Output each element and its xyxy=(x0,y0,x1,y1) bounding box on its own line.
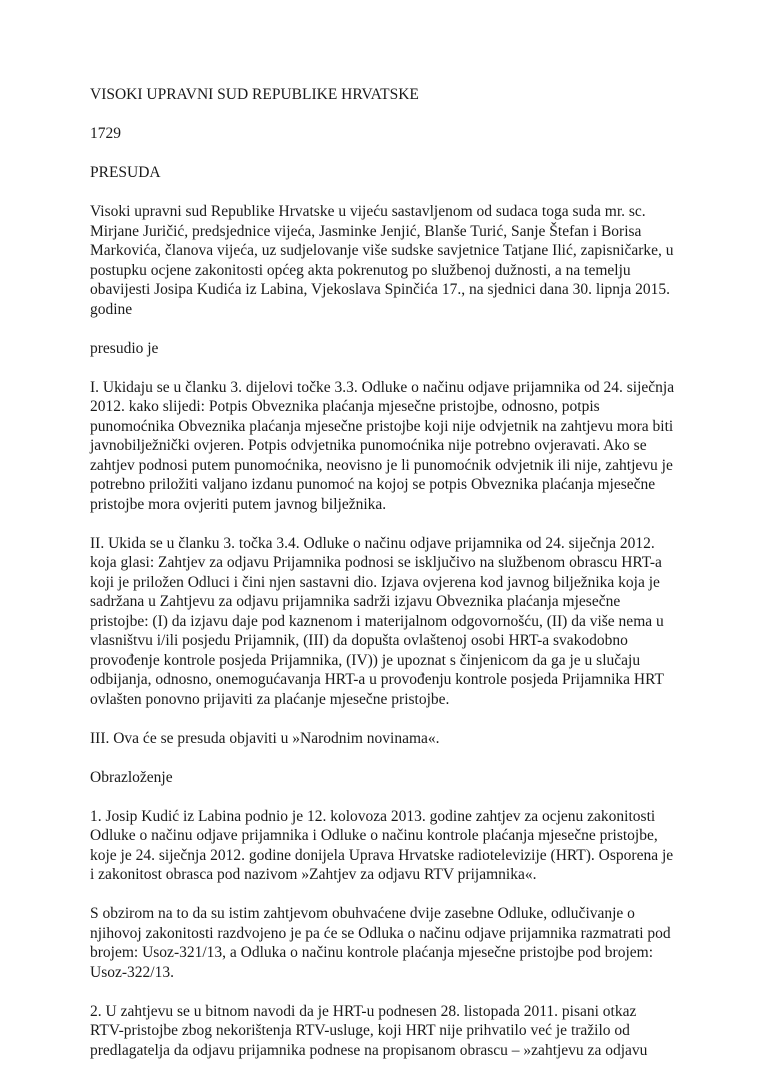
reasoning-paragraph-1: 1. Josip Kudić iz Labina podnio je 12. kolovoza 2013. godine zahtjev za ocjenu zakonitosti Odluke o načinu odjave prijamnika i Odluke o načinu kontrole plaćanja mjesečne pristojbe, koje je 24. siječnja 2012. godine donijela Uprava Hrvatske radiotelevizije (HRT). Osporena je i zakonitost obrasca pod nazivom »Zahtjev za odjavu RTV prijamnika«. xyxy=(90,807,674,883)
reasoning-heading: Obrazloženje xyxy=(90,768,173,786)
intro-paragraph: Visoki upravni sud Republike Hrvatske u vijeću sastavljenom od sudaca toga suda mr. sc. Mirjane Juričić, predsjednice vijeća, Jasminke Jenjić, Blanše Turić, Sanje Štefan i Borisa Markovića, članova vijeća, uz sudjelovanje više sudske savjetnice Tatjane Ilić, zapisničarke, u postupku ocjene zakonitosti općeg akta pokrenutog po službenoj dužnosti, a na temelju obavijesti Josipa Kudića iz Labina, Vjekoslava Spinčića 17., na sjednici dana 30. lipnja 2015. godine xyxy=(90,203,674,318)
reasoning-paragraph-1b: S obzirom na to da su istim zahtjevom obuhvaćene dvije zasebne Odluke, odlučivanje o njihovoj zakonitosti razdvojeno je pa će se Odluka o načinu odjave prijamnika razmatrati pod brojem: Usoz-321/13, a Odluka o načinu kontrole plaćanja mjesečne pristojbe pod brojem: Usoz-322/13. xyxy=(90,905,671,981)
ruling-point-2: II. Ukida se u članku 3. točka 3.4. Odluke o načinu odjave prijamnika od 24. siječnja 2012. koja glasi: Zahtjev za odjavu Prijamnika podnosi se isključivo na službenom obrascu HRT-a koji je priložen Odluci i čini njen sastavni dio. Izjava ovjerena kod javnog bilježnika koja je sadržana u Zahtjevu za odjavu prijamnika sadrži izjavu Obveznika plaćanja mjesečne pristojbe: (I) da izjavu daje pod kaznenom i materijalnom odgovornošću, (II) da više nema u vlasništvu i/ili posjedu Prijamnik, (III) da dopušta ovlaštenoj osobi HRT-a svakodobno provođenje kontrole posjeda Prijamnika, (IV)) je upoznat s činjenicom da ga je u slučaju odbijanja, odnosno, onemogućavanja HRT-a u provođenju kontrole posjeda Prijamnika HRT ovlašten ponovno prijaviti za plaćanje mjesečne pristojbe. xyxy=(90,534,664,708)
ruling-point-1: I. Ukidaju se u članku 3. dijelovi točke 3.3. Odluke o načinu odjave prijamnika od 24. siječnja 2012. kako slijedi: Potpis Obveznika plaćanja mjesečne pristojbe, odnosno, potpis punomoćnika Obveznika plaćanja mjesečne pristojbe koji nije odvjetnik na zahtjevu mora biti javnobilježnički ovjeren. Potpis odvjetnika punomoćnika nije potrebno ovjeravati. Ako se zahtjev podnosi putem punomoćnika, neovisno je li punomoćnik odvjetnik ili nije, zahtjevu je potrebno priložiti valjano izdanu punomoć na kojoj se potpis Obveznika plaćanja mjesečne pristojbe mora ovjeriti putem javnog bilježnika. xyxy=(90,378,675,513)
ruling-intro: presudio je xyxy=(90,339,159,357)
document-heading: PRESUDA xyxy=(90,164,161,181)
document-number: 1729 xyxy=(90,125,121,142)
document-page xyxy=(90,85,686,1080)
court-name: VISOKI UPRAVNI SUD REPUBLIKE HRVATSKE xyxy=(90,86,419,103)
ruling-point-3: III. Ova će se presuda objaviti u »Narodnim novinama«. xyxy=(90,729,440,747)
reasoning-paragraph-2: 2. U zahtjevu se u bitnom navodi da je HRT-u podnesen 28. listopada 2011. pisani otkaz RTV-pristojbe zbog nekorištenja RTV-usluge, koji HRT nije prihvatilo već je tražilo od predlagatelja da odjavu prijamnika podnese na propisanom obrascu – »zahtjevu za odjavu xyxy=(90,1002,648,1059)
